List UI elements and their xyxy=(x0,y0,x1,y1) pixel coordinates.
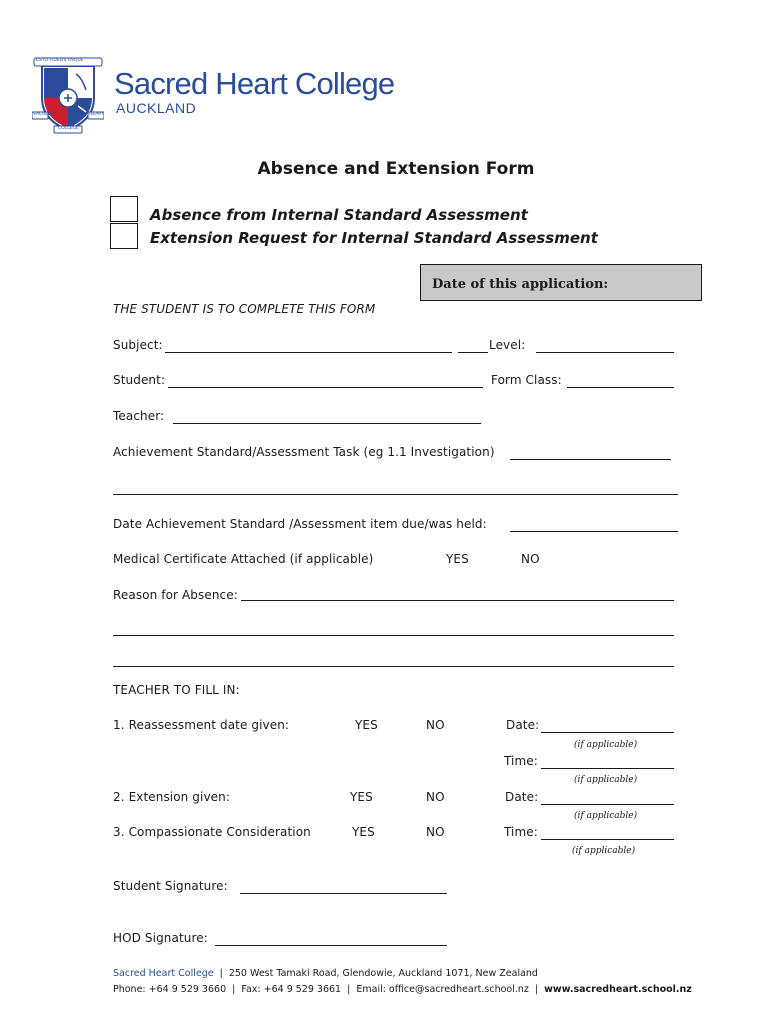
student-signature-field[interactable] xyxy=(240,893,447,894)
reassessment-date-hint: (if applicable) xyxy=(574,740,638,750)
form-title: Absence and Extension Form xyxy=(257,159,535,179)
student-signature-label: Student Signature: xyxy=(113,879,228,893)
footer-website[interactable]: www.sacredheart.school.nz xyxy=(544,984,692,995)
option-absence-label: Absence from Internal Standard Assessment xyxy=(150,206,528,224)
footer-address: 250 West Tamaki Road, Glendowie, Auckland 1071, New Zealand xyxy=(228,968,538,979)
footer-separator-2: | xyxy=(232,984,236,995)
reassessment-no[interactable]: NO xyxy=(426,718,445,732)
reassessment-time-hint: (if applicable) xyxy=(574,775,638,785)
footer-separator-4: | xyxy=(534,984,539,995)
extension-no[interactable]: NO xyxy=(426,790,445,804)
date-of-application-label: Date of this application: xyxy=(432,277,609,292)
extension-label: 2. Extension given: xyxy=(113,790,230,804)
footer-separator-3: | xyxy=(347,984,351,995)
extension-date-label: Date: xyxy=(505,790,539,804)
medical-yes[interactable]: YES xyxy=(446,552,469,566)
achievement-field[interactable] xyxy=(510,459,671,460)
teacher-section-heading: TEACHER TO FILL IN: xyxy=(113,683,240,697)
footer-line-1 xyxy=(113,968,538,979)
date-due-field[interactable] xyxy=(510,531,678,532)
compassionate-time-field[interactable] xyxy=(541,839,674,840)
achievement-field-line2[interactable] xyxy=(113,494,678,495)
hod-signature-field[interactable] xyxy=(215,945,447,946)
medical-no[interactable]: NO xyxy=(521,552,540,566)
compassionate-yes[interactable]: YES xyxy=(352,825,375,839)
reason-label: Reason for Absence: xyxy=(113,588,238,602)
crest-banner-bottom: COLLEGE xyxy=(58,126,79,131)
compassionate-label: 3. Compassionate Consideration xyxy=(113,825,311,839)
reason-field-line2[interactable] xyxy=(113,635,674,636)
reassessment-time-field[interactable] xyxy=(541,768,674,769)
level-label: Level: xyxy=(489,338,526,352)
footer-line-2 xyxy=(113,984,692,995)
teacher-label: Teacher: xyxy=(113,409,165,423)
date-of-application-box[interactable] xyxy=(420,264,702,301)
option-extension-label: Extension Request for Internal Standard Assessment xyxy=(150,229,598,247)
student-section-heading: THE STUDENT IS TO COMPLETE THIS FORM xyxy=(113,302,376,316)
reassessment-date-field[interactable] xyxy=(541,732,674,733)
compassionate-time-hint: (if applicable) xyxy=(572,846,636,856)
form-class-label: Form Class: xyxy=(491,373,562,387)
extension-yes[interactable]: YES xyxy=(350,790,373,804)
extension-checkbox[interactable] xyxy=(110,223,138,249)
college-crest xyxy=(32,54,104,134)
subject-label: Subject: xyxy=(113,338,163,352)
college-name: Sacred Heart College xyxy=(114,66,395,101)
form-class-field[interactable] xyxy=(567,387,674,388)
college-city: AUCKLAND xyxy=(116,100,197,116)
reassessment-yes[interactable]: YES xyxy=(355,718,378,732)
teacher-field[interactable] xyxy=(173,423,481,424)
subject-field[interactable] xyxy=(165,352,452,353)
footer-college-name: Sacred Heart College xyxy=(113,968,214,979)
reassessment-date-label: Date: xyxy=(506,718,540,732)
reassessment-label: 1. Reassessment date given: xyxy=(113,718,290,732)
crest-banner-left: SACRED xyxy=(33,112,52,117)
compassionate-time-label: Time: xyxy=(504,825,538,839)
footer-phone: Phone: +64 9 529 3660 xyxy=(113,984,227,995)
student-field[interactable] xyxy=(168,387,483,388)
reason-field[interactable] xyxy=(241,600,674,601)
reassessment-time-label: Time: xyxy=(504,754,538,768)
level-field[interactable] xyxy=(536,352,674,353)
student-label: Student: xyxy=(113,373,166,387)
subject-field-extra xyxy=(458,352,488,353)
extension-date-field[interactable] xyxy=(541,804,674,805)
footer-separator: | xyxy=(219,968,223,979)
footer-email[interactable]: Email: office@sacredheart.school.nz xyxy=(356,984,529,995)
date-due-label: Date Achievement Standard /Assessment item due/was held: xyxy=(113,517,487,531)
compassionate-no[interactable]: NO xyxy=(426,825,445,839)
crest-banner-right: HEART xyxy=(89,112,104,117)
medical-label: Medical Certificate Attached (if applicable) xyxy=(113,552,374,566)
reason-field-line3[interactable] xyxy=(113,666,674,667)
hod-signature-label: HOD Signature: xyxy=(113,931,208,945)
footer-fax: Fax: +64 9 529 3661 xyxy=(241,984,342,995)
crest-banner-top: ESTO FIDELIS USQUE xyxy=(36,58,84,63)
absence-checkbox[interactable] xyxy=(110,196,138,222)
achievement-label: Achievement Standard/Assessment Task (eg 1.1 Investigation) xyxy=(113,445,495,459)
extension-date-hint: (if applicable) xyxy=(574,811,638,821)
